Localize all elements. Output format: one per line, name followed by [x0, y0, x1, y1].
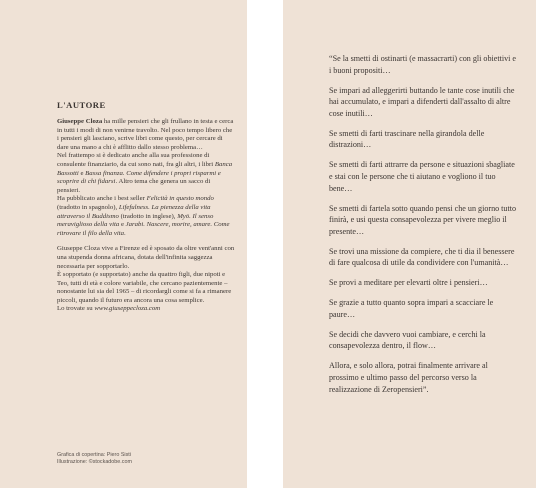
credit-line-graphics: Grafica di copertina: Piero Sisti [57, 452, 132, 458]
blurb-paragraph: Se trovi una missione da compiere, che ti dia il benessere di fare qualcosa di utile da condividere con l'umanità… [329, 246, 515, 268]
author-name: Giuseppe Cloza [57, 118, 103, 125]
blurb-text [329, 53, 519, 404]
blurb-paragraph: Se grazie a tutto quanto sopra impari a scacciare le paure… [329, 298, 494, 319]
bio-paragraph-1: Giuseppe Cloza ha mille pensieri che gli frullano in testa e cerca in tutti i modi di non venirne travolto. Nel poco tempo libero che i pensieri gli lasciano, scrive libri come questo, per cercare di dare una mano a chi è afflitto dallo stesso problema… [57, 118, 234, 151]
blurb-paragraph: Se smetti di fartela sotto quando pensi che un giorno tutto finirà, e usi questa consapevolezza per vivere meglio il presente… [329, 203, 517, 236]
paragraph-gap [57, 238, 235, 245]
author-heading: L'AUTORE [57, 100, 106, 110]
bio-paragraph-5: È sopportato (e supportato) anche da quattro figli, due nipoti e Teo, tutti di età e colore variabile, che cercano pazientemente – nonostante lui sia del 1965 – di ricordargli come si fa a rimanere piccoli, quando il futuro era ancora una cosa semplice. [57, 271, 232, 304]
blurb-paragraph: “Se la smetti di ostinarti (e massacrarti) con gli obiettivi e i buoni propositi… [329, 54, 517, 75]
blurb-paragraph: Se decidi che davvero vuoi cambiare, e cerchi la consapevolezza dentro, il flow… [329, 329, 486, 351]
blurb-paragraph: Allora, e solo allora, potrai finalmente arrivare al prossimo e ultimo passo del percorso verso la realizzazione di Zeropensieri”. [329, 361, 488, 394]
bio-paragraph-2: Nel frattempo si è dedicato anche alla sua professione di consulente finanziario, da cui sono nati, fra gli altri, i libri Banca Bassotti e Bassa finanza. Come difendere i propri risparmi e scoprire di chi fidarsi. Altro tema che genera un sacco di pensieri. [57, 152, 233, 194]
blurb-paragraph: Se provi a meditare per elevarti oltre i pensieri… [329, 278, 488, 288]
bio-paragraph-4: Giuseppe Cloza vive a Firenze ed è sposato da oltre vent'anni con una stupenda donna africana, dotata dell'infinita saggezza necessaria per sopportarlo. [57, 245, 235, 270]
bio-paragraph-6: Lo trovate su www.giuseppecloza.com [57, 305, 161, 313]
credit-line-illustration: Illustrazione: ©stockadobe.com [57, 459, 132, 465]
website-text: www.giuseppecloza.com [94, 305, 161, 313]
book-title: Jarabi. Nascere, morire, amare. Come ritrovare il filo della vita [57, 221, 230, 237]
book-title: Lifefulness. La pienezza della vita attraverso il Buddismo [57, 203, 211, 220]
book-title: Felicità in questo mondo [146, 195, 214, 203]
book-title: Bassa finanza. Come difendere i propri risparmi e scoprire di chi fidarsi [57, 169, 221, 186]
book-title: Banca Bassotti [57, 160, 233, 177]
blurb-paragraph: Se smetti di farti trascinare nella girandola delle distrazioni… [329, 128, 485, 150]
bio-paragraph-3: Ha pubblicato anche i best seller Felicità in questo mondo (tradotto in spagnolo), Lifefulness. La pienezza della vita attraverso il Buddismo (tradotto in inglese), Myō. Il senso meraviglioso della vita e Jarabi. Nascere, morire, amare. Come ritrovare il filo della vita. [57, 195, 230, 237]
blurb-paragraph: Se impari ad alleggerirti buttando le tante cose inutili che hai accumulato, e impari a difenderti dall'assalto di altre cose inutili… [329, 85, 515, 118]
blurb-paragraph: Se smetti di farti attrarre da persone e situazioni sbagliate e stai con le persone che ti aiutano e vogliono il tuo bene… [329, 160, 515, 193]
book-title: Myō. Il senso meraviglioso della vita [57, 212, 214, 229]
cover-credits [57, 452, 132, 466]
author-bio [57, 118, 235, 314]
